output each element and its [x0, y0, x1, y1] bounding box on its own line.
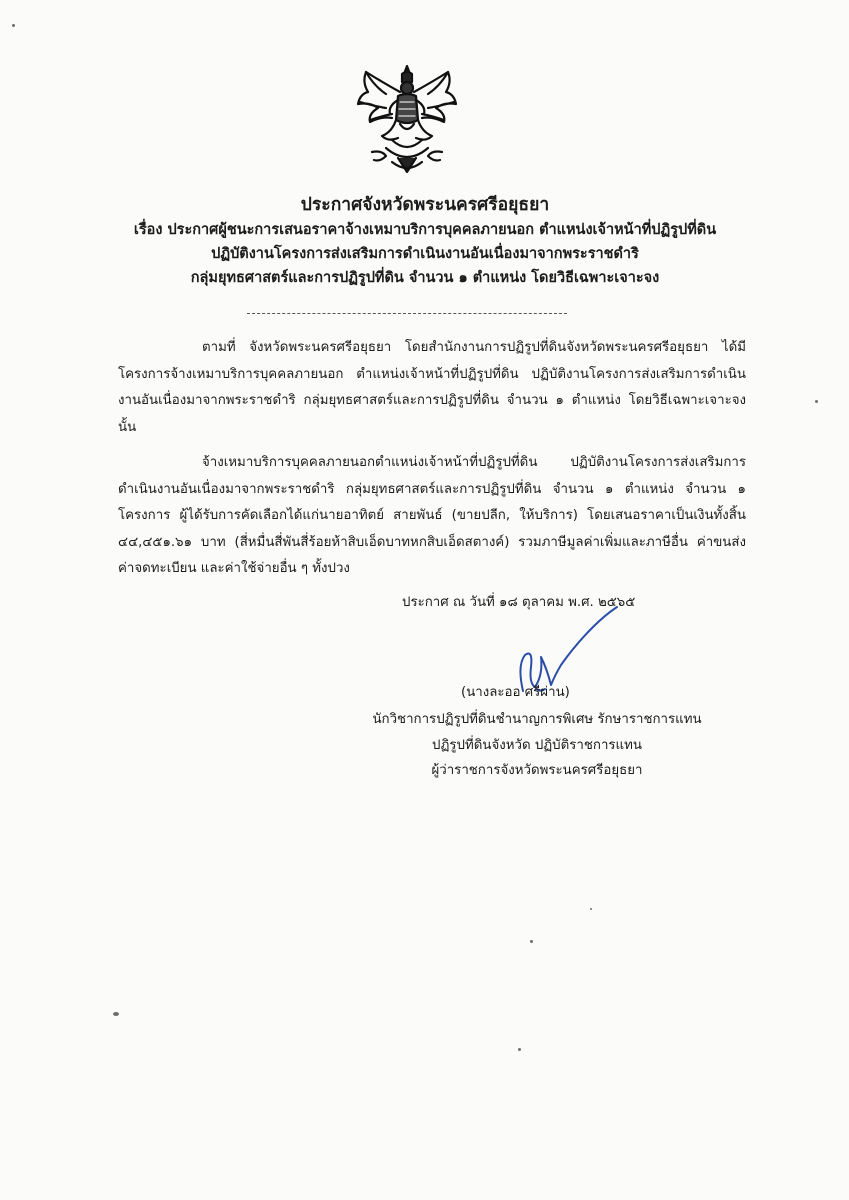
scan-speck — [518, 1048, 521, 1051]
scan-speck — [113, 1012, 119, 1016]
paragraph-award — [118, 450, 746, 583]
document-title: ประกาศจังหวัดพระนครศรีอยุธยา — [300, 195, 550, 215]
scan-speck — [12, 24, 15, 27]
scan-speck — [590, 908, 592, 910]
subject-line-3: กลุ่มยุทธศาสตร์และการปฏิรูปที่ดิน จำนวน ๑ ตำแหน่ง โดยวิธีเฉพาะเจาะจง — [190, 270, 660, 286]
announce-date: ประกาศ ณ วันที่ ๑๘ ตุลาคม พ.ศ. ๒๕๖๕ — [402, 595, 636, 610]
signer-position-3: ผู้ว่าราชการจังหวัดพระนครศรีอยุธยา — [431, 763, 643, 778]
paragraph-award-text: จ้างเหมาบริการบุคคลภายนอกตำแหน่งเจ้าหน้าที่ปฏิรูปที่ดิน ปฏิบัติงานโครงการส่งเสริมการดำเนินงานอันเนื่องมาจากพระราชดำริ กลุ่มยุทธศาสตร์และการปฏิรูปที่ดิน จำนวน ๑ ตำแหน่ง จำนวน ๑ โครงการ ผู้ได้รับการคัดเลือกได้แก่นายอาทิตย์ สายพันธ์ (ขายปลีก, ให้บริการ) โดยเสนอราคาเป็นเงินทั้งสิ้น ๔๔,๔๕๑.๖๑ บาท (สี่หมื่นสี่พันสี่ร้อยห้าสิบเอ็ดบาทหกสิบเอ็ดสตางค์) รวมภาษีมูลค่าเพิ่มและภาษีอื่น ค่าขนส่ง ค่าจดทะเบียน และค่าใช้จ่ายอื่น ๆ ทั้งปวง — [118, 455, 746, 576]
scan-speck — [530, 940, 533, 943]
paragraph-intro — [118, 335, 746, 441]
subject-line-2: ปฏิบัติงานโครงการส่งเสริมการดำเนินงานอันเนื่องมาจากพระราชดำริ — [211, 246, 639, 262]
scan-speck — [815, 400, 818, 403]
dashed-divider — [247, 313, 567, 314]
subject-line-1: เรื่อง ประกาศผู้ชนะการเสนอราคาจ้างเหมาบริการบุคคลภายนอก ตำแหน่งเจ้าหน้าที่ปฏิรูปที่ดิน — [133, 222, 717, 238]
signer-position-1: นักวิชาการปฏิรูปที่ดินชำนาญการพิเศษ รักษาราชการแทน — [372, 712, 702, 727]
heading-block — [70, 192, 780, 290]
paragraph-intro-text: ตามที่ จังหวัดพระนครศรีอยุธยา โดยสำนักงานการปฏิรูปที่ดินจังหวัดพระนครศรีอยุธยา ได้มีโครงการจ้างเหมาบริการบุคคลภายนอก ตำแหน่งเจ้าหน้าที่ปฏิรูปที่ดิน ปฏิบัติงานโครงการส่งเสริมการดำเนินงานอันเนื่องมาจากพระราชดำริ กลุ่มยุทธศาสตร์และการปฏิรูปที่ดิน จำนวน ๑ ตำแหน่ง โดยวิธีเฉพาะเจาะจง นั้น — [118, 340, 746, 435]
signer-name: (นางละออ ศรีผ่าน) — [461, 685, 570, 700]
garuda-emblem-icon — [352, 62, 462, 177]
signer-position-2: ปฏิรูปที่ดินจังหวัด ปฏิบัติราชการแทน — [432, 737, 642, 753]
signer-positions — [367, 707, 707, 784]
